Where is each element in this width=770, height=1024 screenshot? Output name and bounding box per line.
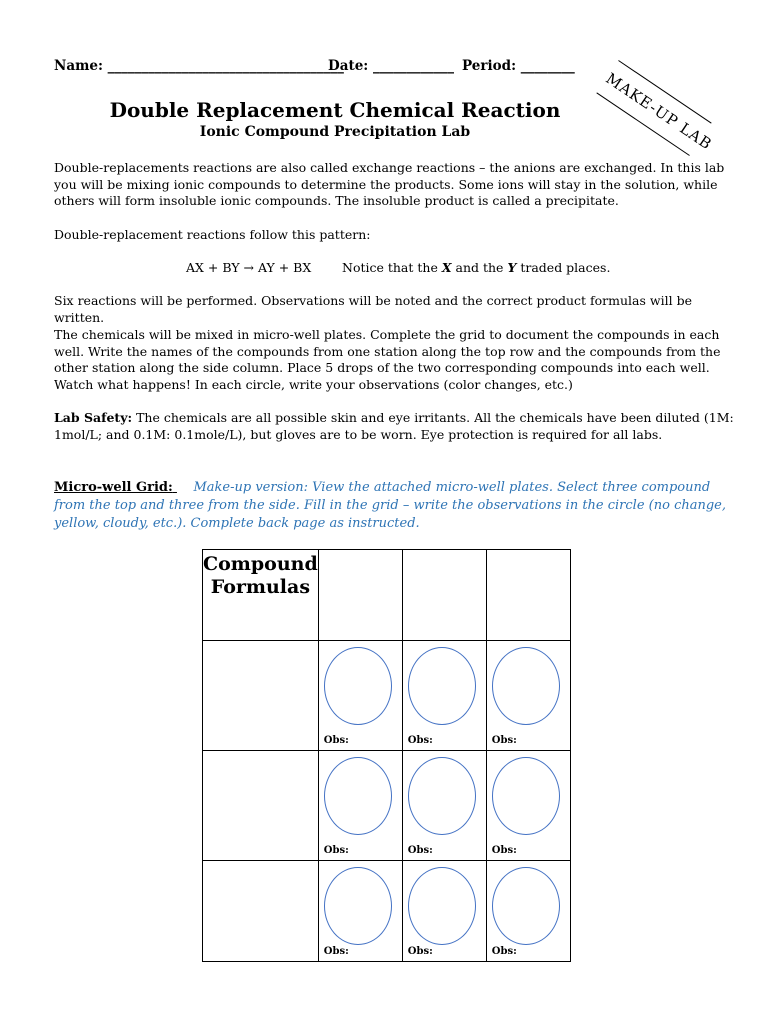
obs-label: Obs: (491, 735, 517, 746)
well-1-3[interactable] (486, 641, 570, 751)
page-title: Double Replacement Chemical Reaction (109, 98, 561, 122)
obs-label: Obs: (323, 845, 349, 856)
well-3-2[interactable] (402, 861, 486, 962)
well-1-1[interactable] (318, 641, 402, 751)
microwell-grid (202, 549, 571, 962)
well-1-2[interactable] (402, 641, 486, 751)
obs-label: Obs: (407, 946, 433, 957)
note-prefix: Notice that the (342, 260, 442, 275)
obs-label: Obs: (323, 735, 349, 746)
well-3-1[interactable] (318, 861, 402, 962)
top-compound-cell-2[interactable] (402, 550, 486, 641)
well-circle (324, 647, 392, 725)
lab-safety-paragraph (54, 410, 734, 443)
makeup-instructions: Make-up version: View the attached micro-well plates. Select three compound from the top and three from the side. Fill in the grid – write the observations in the circle (no change, yellow, cloudy, etc.). Complete back page as instructed. (54, 480, 726, 531)
well-circle (324, 757, 392, 835)
date-field-label: Date: ____________ (328, 58, 454, 74)
well-circle (492, 867, 560, 945)
period-field-label: Period: ________ (462, 58, 575, 74)
lab-safety-label: Lab Safety: (54, 410, 133, 425)
microwell-paragraph (54, 479, 734, 533)
obs-label: Obs: (323, 946, 349, 957)
six-reactions-paragraph: Six reactions will be performed. Observations will be noted and the correct product formulas will be written. (54, 293, 692, 325)
side-compound-cell-1[interactable] (203, 641, 319, 751)
well-circle (324, 867, 392, 945)
well-circle (492, 757, 560, 835)
obs-label: Obs: (491, 946, 517, 957)
well-3-3[interactable] (486, 861, 570, 962)
top-compound-cell-1[interactable] (318, 550, 402, 641)
side-compound-cell-2[interactable] (203, 751, 319, 861)
well-2-3[interactable] (486, 751, 570, 861)
top-compound-cell-3[interactable] (486, 550, 570, 641)
header-line-2: Formulas (210, 576, 311, 598)
note-suffix: traded places. (516, 260, 611, 275)
obs-label: Obs: (407, 735, 433, 746)
obs-label: Obs: (407, 845, 433, 856)
header-line-1: Compound (203, 553, 318, 575)
name-field-label: Name: ___________________________________ (54, 58, 344, 74)
obs-label: Obs: (491, 845, 517, 856)
well-circle (408, 757, 476, 835)
lab-safety-text: The chemicals are all possible skin and eye irritants. All the chemicals have been diluted (1M: 1mol/L; and 0.1M: 0.1mole/L), but gloves are to be worn. Eye protection is required for all labs. (54, 410, 734, 442)
microwell-label: Micro-well Grid: (54, 480, 173, 495)
well-circle (408, 647, 476, 725)
well-circle (492, 647, 560, 725)
compound-formulas-header (203, 550, 319, 641)
microwell-gap (173, 480, 177, 495)
note-y: Y (507, 260, 517, 275)
well-circle (408, 867, 476, 945)
equation-note (342, 260, 610, 275)
side-compound-cell-3[interactable] (203, 861, 319, 962)
reaction-equation: AX + BY → AY + BX (186, 260, 312, 275)
intro-paragraph: Double-replacements reactions are also called exchange reactions – the anions are exchanged. In this lab you will be mixing ionic compounds to determine the products. Some ions will stay in the solution, while others will form insoluble ionic compounds. The insoluble product is called a precipitate. (54, 160, 725, 208)
well-2-2[interactable] (402, 751, 486, 861)
instructions-paragraph: The chemicals will be mixed in micro-well plates. Complete the grid to document the compounds in each well. Write the names of the compounds from one station along the top row and the compounds from the other station along the side column. Place 5 drops of the two corresponding compounds into each well. Watch what happens! In each circle, write your observations (color changes, etc.) (54, 327, 721, 392)
makeup-lab-stamp: MAKE-UP LAB (596, 60, 711, 156)
pattern-intro: Double-replacement reactions follow this pattern: (54, 227, 371, 242)
well-2-1[interactable] (318, 751, 402, 861)
page-subtitle: Ionic Compound Precipitation Lab (199, 124, 471, 140)
note-x: X (441, 260, 452, 275)
note-mid: and the (451, 260, 508, 275)
